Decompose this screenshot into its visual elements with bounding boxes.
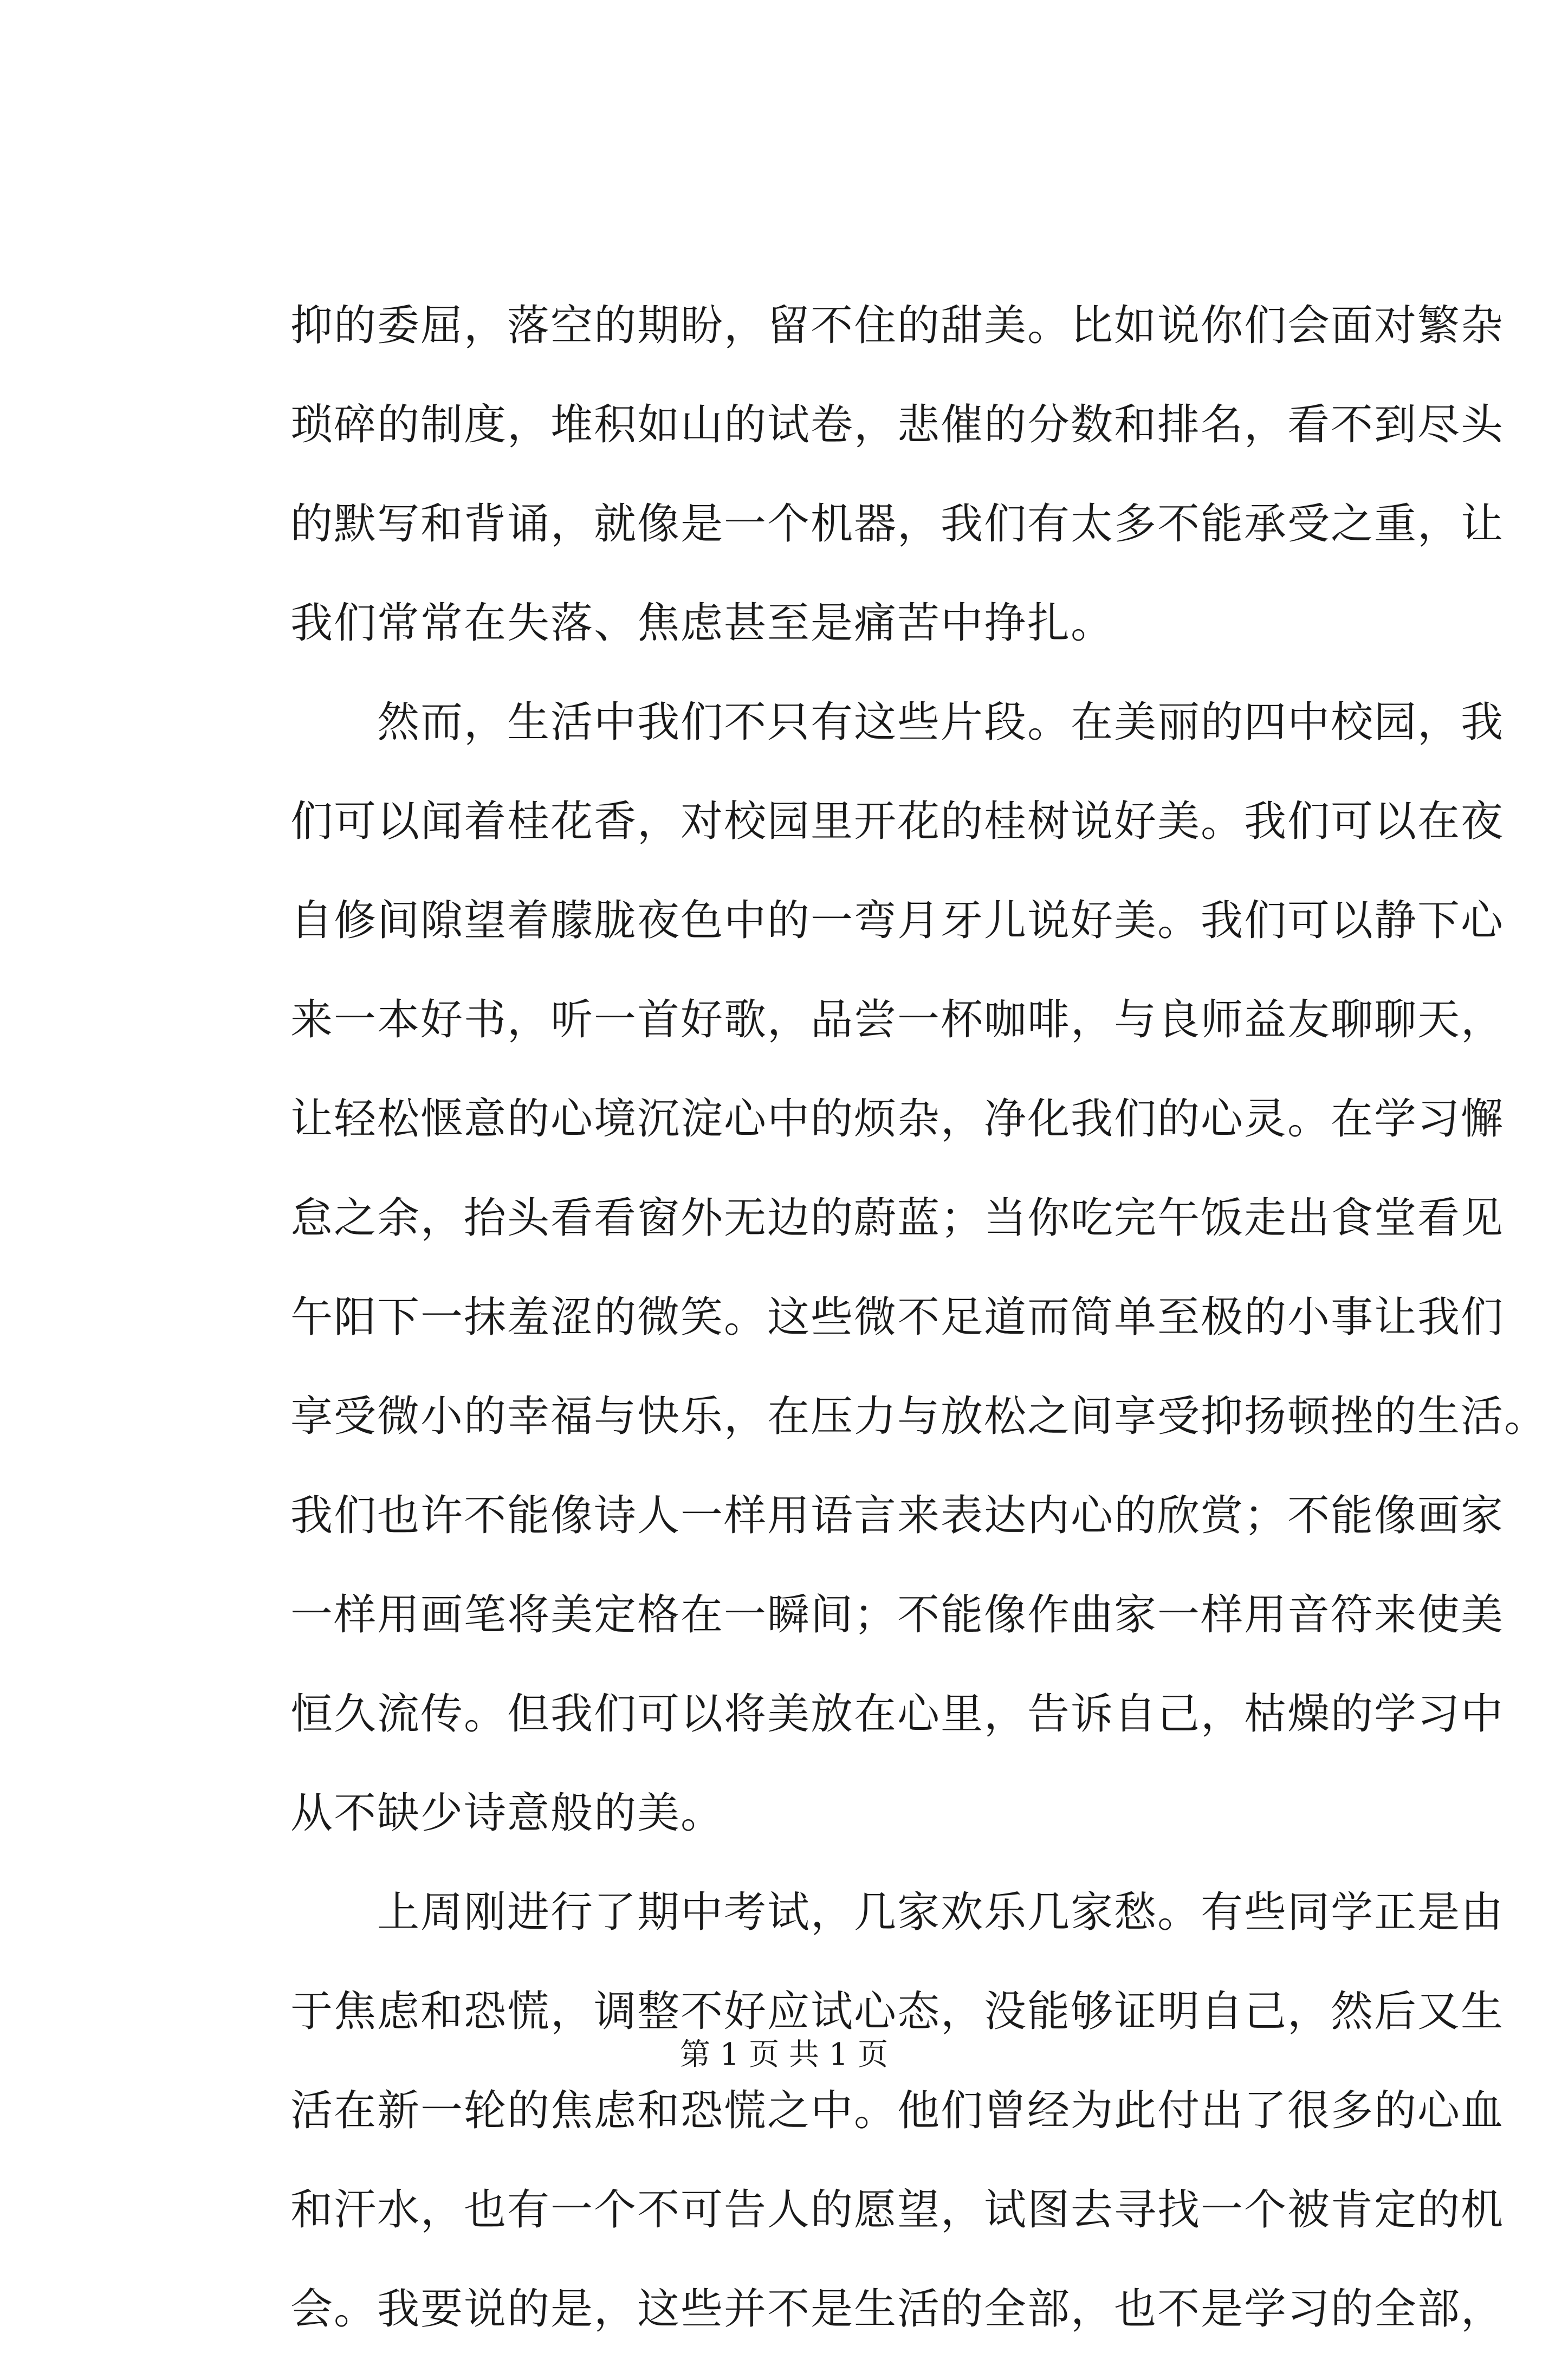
text-line: 和汗水，也有一个不可告人的愿望，试图去寻找一个被肯定的机: [290, 2186, 1505, 2234]
text-line: 们可以闻着桂花香，对校园里开花的桂树说好美。我们可以在夜: [290, 797, 1505, 846]
text-line: 自修间隙望着朦胧夜色中的一弯月牙儿说好美。我们可以静下心: [290, 896, 1505, 945]
text-line: 抑的委屈，落空的期盼，留不住的甜美。比如说你们会面对繁杂: [290, 301, 1505, 350]
text-line: 琐碎的制度，堆积如山的试卷，悲催的分数和排名，看不到尽头: [290, 400, 1505, 449]
text-line: 从不缺少诗意般的美。: [290, 1789, 724, 1838]
text-line: 一样用画笔将美定格在一瞬间；不能像作曲家一样用音符来使美: [290, 1591, 1505, 1639]
paragraph-start-line: 上周刚进行了期中考试，几家欢乐几家愁。有些同学正是由: [290, 1888, 1505, 1937]
text-line: 我们也许不能像诗人一样用语言来表达内心的欣赏；不能像画家: [290, 1491, 1505, 1540]
text-line: 的默写和背诵，就像是一个机器，我们有太多不能承受之重，让: [290, 500, 1505, 548]
text-line: 恒久流传。但我们可以将美放在心里，告诉自己，枯燥的学习中: [290, 1690, 1505, 1738]
paragraph-start-line: 然而，生活中我们不只有这些片段。在美丽的四中校园，我: [290, 698, 1505, 747]
text-line: 活在新一轮的焦虑和恐慌之中。他们曾经为此付出了很多的心血: [290, 2086, 1505, 2135]
page-number-footer: 第 1 页 共 1 页: [679, 2037, 889, 2072]
text-line: 怠之余，抬头看看窗外无边的蔚蓝；当你吃完午饭走出食堂看见: [290, 1194, 1505, 1243]
text-line: 让轻松惬意的心境沉淀心中的烦杂，净化我们的心灵。在学习懈: [290, 1095, 1505, 1143]
text-line: 来一本好书，听一首好歌，品尝一杯咖啡，与良师益友聊聊天，: [290, 996, 1505, 1044]
text-line: 于焦虑和恐慌，调整不好应试心态，没能够证明自己，然后又生: [290, 1987, 1505, 2036]
text-line: 我们常常在失落、焦虑甚至是痛苦中挣扎。: [290, 599, 1115, 648]
text-line: 享受微小的幸福与快乐，在压力与放松之间享受抑扬顿挫的生活。: [290, 1392, 1548, 1441]
text-line: 午阳下一抹羞涩的微笑。这些微不足道而简单至极的小事让我们: [290, 1293, 1505, 1342]
text-line: 会。我要说的是，这些并不是生活的全部，也不是学习的全部，: [290, 2285, 1505, 2334]
